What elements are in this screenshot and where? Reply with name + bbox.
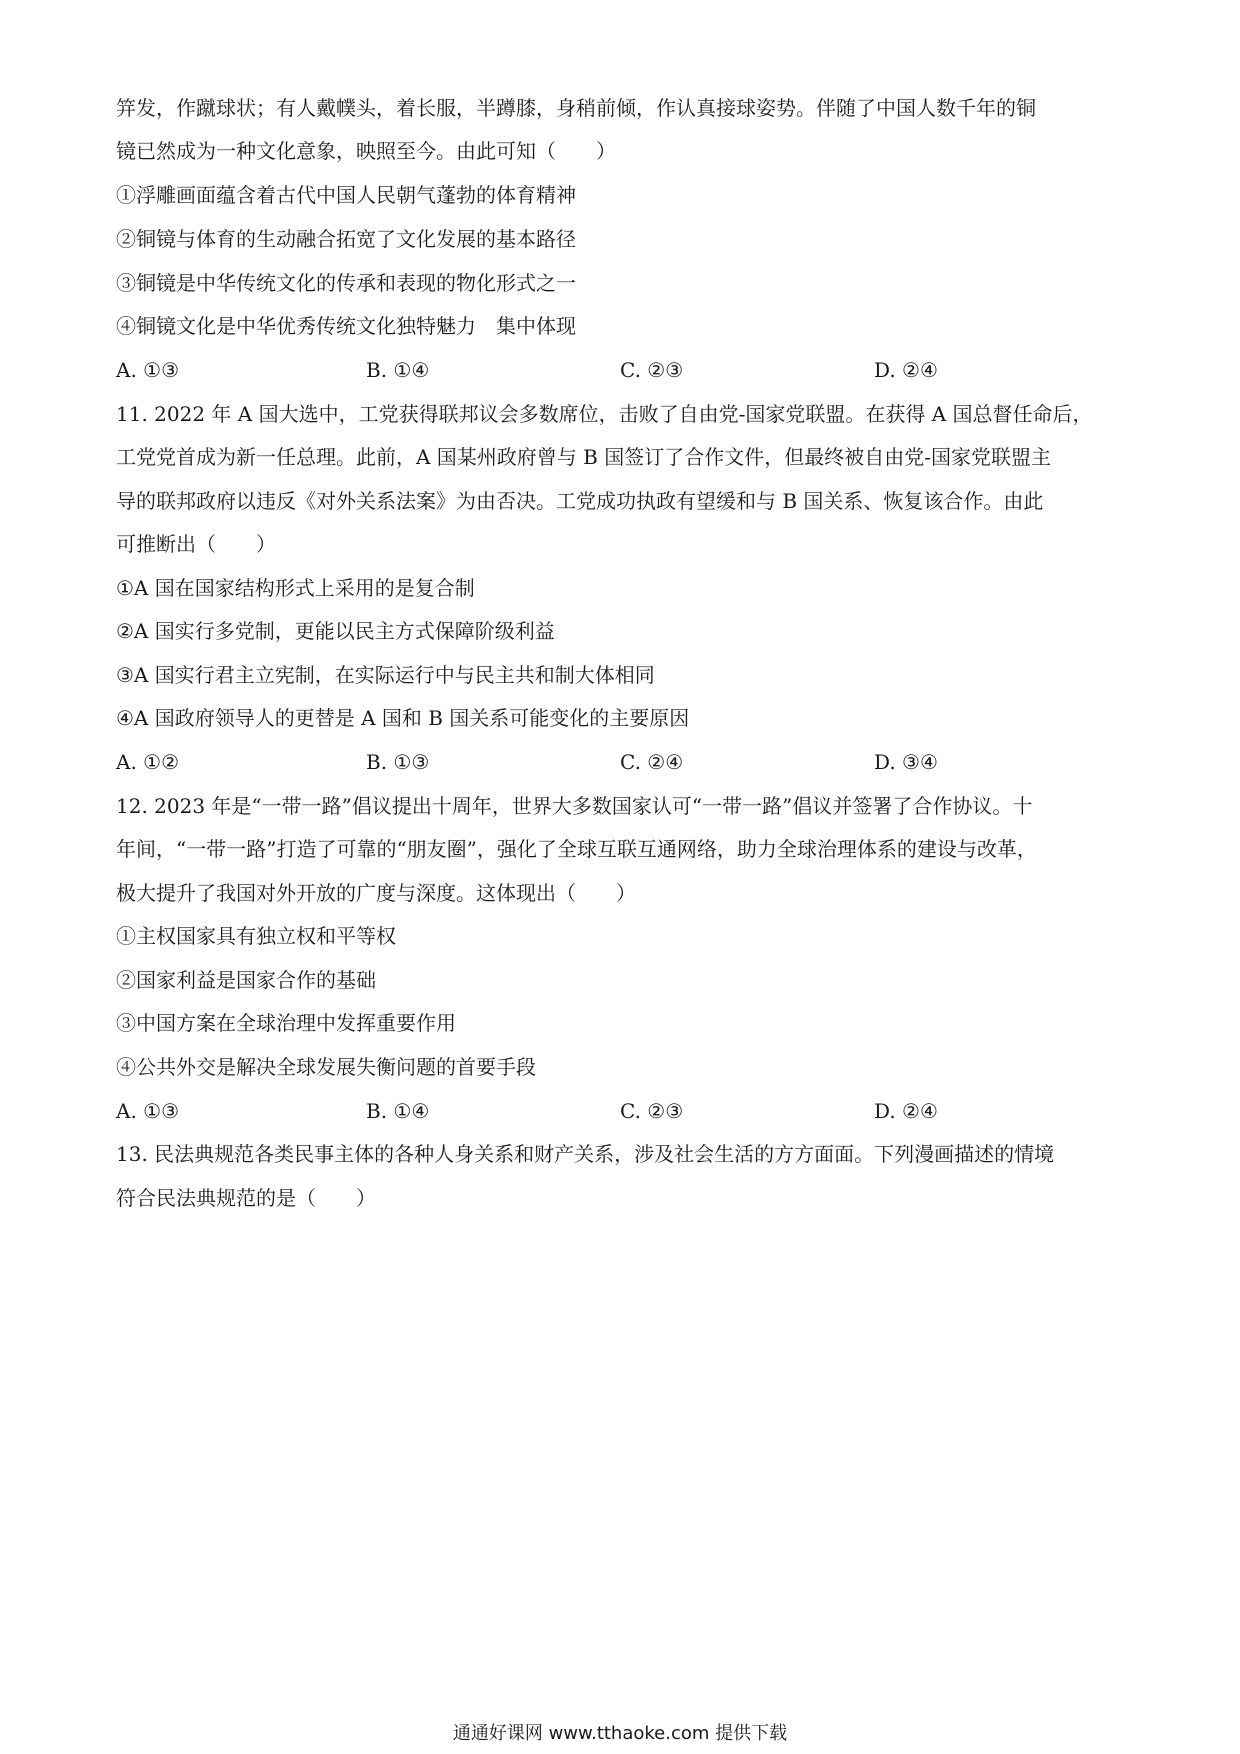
q12-statement-2: ②国家利益是国家合作的基础 [116,968,376,992]
q12-statement-4: ④公共外交是解决全球发展失衡问题的首要手段 [116,1055,536,1079]
q13-stem-line-1: 13. 民法典规范各类民事主体的各种人身关系和财产关系，涉及社会生活的方方面面。下列漫画描述的情境 [116,1142,1055,1166]
q10-statement-1: ①浮雕画面蕴含着古代中国人民朝气蓬勃的体育精神 [116,183,576,207]
q10-option-d: D. ②④ [874,358,938,382]
q10-statement-3: ③铜镜是中华传统文化的传承和表现的物化形式之一 [116,271,576,295]
q11-options [116,748,1126,776]
q12-option-a: A. ①③ [116,1099,180,1123]
q11-stem-line-1: 11. 2022 年 A 国大选中，工党获得联邦议会多数席位，击败了自由党-国家党联盟。在获得 A 国总督任命后， [116,402,1093,426]
q10-stem-line-1: 笄发，作蹴球状；有人戴幞头，着长服，半蹲膝，身稍前倾，作认真接球姿势。伴随了中国人数千年的铜 [116,96,1036,120]
q13-stem-line-2: 符合民法典规范的是（ ） [116,1186,376,1210]
q10-options [116,356,1126,384]
q11-option-a: A. ①② [116,750,180,774]
q11-stem-line-3: 导的联邦政府以违反《对外关系法案》为由否决。工党成功执政有望缓和与 B 国关系、恢复该合作。由此 [116,489,1044,513]
q11-statement-3: ③A 国实行君主立宪制，在实际运行中与民主共和制大体相同 [116,663,655,687]
q10-statement-4: ④铜镜文化是中华优秀传统文化独特魅力 集中体现 [116,314,576,338]
q10-statement-2: ②铜镜与体育的生动融合拓宽了文化发展的基本路径 [116,227,576,251]
q11-stem-line-4: 可推断出（ ） [116,532,276,556]
q12-option-d: D. ②④ [874,1099,938,1123]
q11-statement-1: ①A 国在国家结构形式上采用的是复合制 [116,576,475,600]
q12-options [116,1097,1126,1125]
q11-option-c: C. ②④ [620,750,684,774]
q11-statement-4: ④A 国政府领导人的更替是 A 国和 B 国关系可能变化的主要原因 [116,706,690,730]
q11-stem-line-2: 工党党首成为新一任总理。此前，A 国某州政府曾与 B 国签订了合作文件，但最终被自由党-国家党联盟主 [116,445,1051,469]
q11-statement-2: ②A 国实行多党制，更能以民主方式保障阶级利益 [116,619,555,643]
q10-option-b: B. ①④ [366,358,430,382]
q12-stem-line-3: 极大提升了我国对外开放的广度与深度。这体现出（ ） [116,881,636,905]
q12-option-b: B. ①④ [366,1099,430,1123]
q11-option-d: D. ③④ [874,750,938,774]
q12-stem-line-1: 12. 2023 年是“一带一路”倡议提出十周年，世界大多数国家认可“一带一路”倡议并签署了合作协议。十 [116,794,1033,818]
q10-option-a: A. ①③ [116,358,180,382]
q11-option-b: B. ①③ [366,750,430,774]
q10-option-c: C. ②③ [620,358,684,382]
q12-statement-3: ③中国方案在全球治理中发挥重要作用 [116,1011,456,1035]
q12-option-c: C. ②③ [620,1099,684,1123]
q12-stem-line-2: 年间，“一带一路”打造了可靠的“朋友圈”，强化了全球互联互通网络，助力全球治理体系的建设与改革， [116,837,1037,861]
footer-watermark[interactable]: 通通好课网 www.tthaoke.com 提供下载 [452,1723,788,1744]
q12-statement-1: ①主权国家具有独立权和平等权 [116,924,396,948]
q10-stem-line-2: 镜已然成为一种文化意象，映照至今。由此可知（ ） [116,139,616,163]
